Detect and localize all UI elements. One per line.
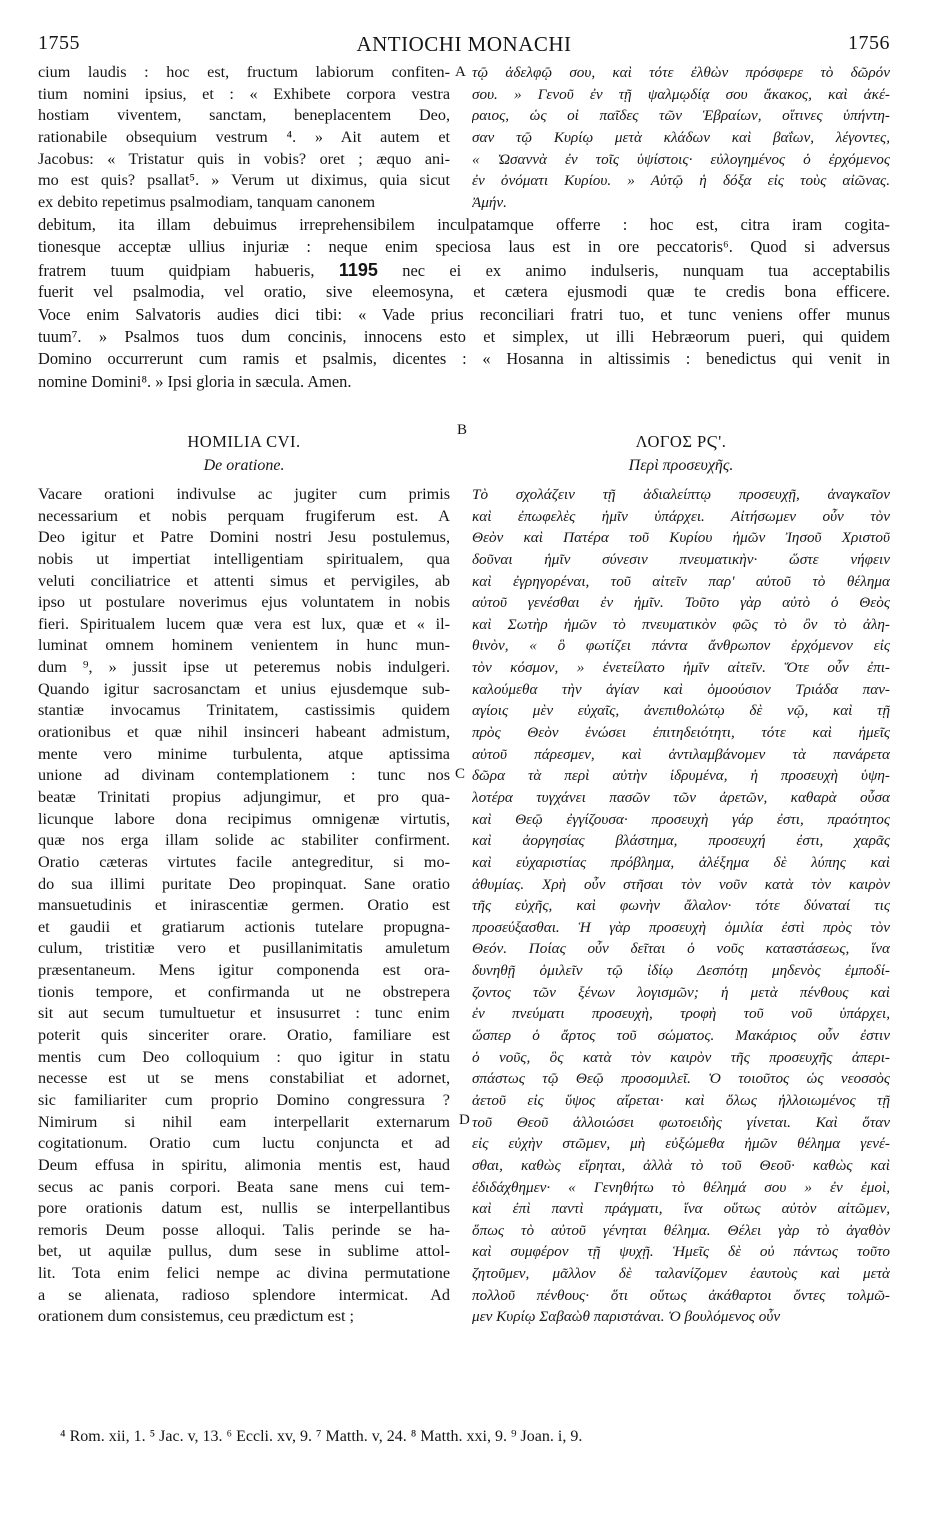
margin-letter-b: B [457,422,468,438]
text-line: σπάστως τῷ Θεῷ προσομιλεῖ. Ὁ τοιοῦτος ὡς νεοσσὸς [472,1070,890,1088]
text-line: quæ nos erga illam solide ac stabiliter confirment. [38,831,450,850]
text-line: Oratio cæteras virtutes facile antegreditur, si mo- [38,852,450,871]
text-line: τῷ ἀδελφῷ σου, καὶ τότε ἐλθὼν πρόσφερε τὸ δῶρόν [472,64,890,81]
text-line: σου. » Γενοῦ ἐν τῇ ψαλμῳδίᾳ σου ἄκακος, καὶ ἀκέ- [472,85,890,103]
text-line: ὁ νοῦς, ὃς κατὰ τὸν καιρὸν τῆς προσευχῆς ἀπερι- [472,1048,890,1066]
homily-title-latin: HOMILIA CVI. [187,432,301,451]
margin-letter-d: D [459,1112,470,1128]
text-line: debitum, ita illam debuimus irreprehensibilem inculpatamque offerre : hoc est, citra iram cogita- [38,215,890,234]
text-line: bet, ut aquilæ pullus, dum sese in sublime attol- [38,1242,450,1261]
text-line: ἐδιδάχθημεν· « Γενηθήτω τὸ θέλημά σου » ἐν ἐμοὶ, [472,1178,890,1196]
text-line: fuerit vel psalmodia, vel oratio, sive eleemosyna, et cætera ejusmodi quæ te credis bona efficere. [38,282,890,302]
text-line: ὅπως τὸ αὐτοῦ γένηται θέλημα. Θέλει γὰρ τὸ ἀγαθὸν [472,1221,890,1239]
text-line: necessarium et nobis perquam frugiferum est. A [38,506,450,525]
text-line: cium laudis : hoc est, fructum labiorum confiten- [38,63,450,81]
margin-letter-a: A [455,64,466,80]
text-line: αὐτοῦ πάρεσμεν, καὶ ἀντιλαμβάνομεν τὰ πανάρετα [472,745,890,763]
text-line: αὐτοῦ γενέσθαι ἐν ἡμῖν. Τοῦτο γὰρ αὐτὸ ὁ Θεὸς [472,594,890,612]
text-line: pore orationis datum est, nullis se interpellantibus [38,1199,450,1218]
text-line: tionis tempore, et confirmanda ut ne obstrepera [38,982,450,1001]
text-line: Domino occurrerunt cum ramis et psalmis, dicentes : « Hosanna in altissimis : benedictus qui venit in [38,349,890,369]
text-line: orationem dum consistemus, ceu prædictum est ; [38,1307,355,1326]
text-line: tium nomini ipsius, et : « Exhibete corpora vestra [38,84,450,103]
text-line: præsentaneum. Mens igitur componenda est ora- [38,961,450,980]
text-line: culum, tristitiæ vero et pusillanimitatis amuletum [38,939,450,958]
text-line: καὶ εὐχαριστίας πρόβλημα, ἀλέξημα δὲ λύπης καὶ [472,853,890,871]
text-line: καὶ ἀοργησίας βλάστημα, προσευχή ἐστι, χαρᾶς [472,832,890,850]
text-line: unione ad divinam contemplationem : tunc nos [38,766,450,785]
text-line: καὶ ἐπὶ παντὶ πράγματι, ἵνα οὕτως αὐτὸν αἰτῶμεν, [472,1200,890,1218]
text-line: poterit quis sinceriter orare. Oratio, familiare est [38,1026,450,1045]
footnotes: ⁴ Rom. xii, 1. ⁵ Jac. v, 13. ⁶ Eccli. xv, 9. ⁷ Matth. v, 24. ⁸ Matth. xxi, 9. ⁹ Joan. i, 9. [60,1428,583,1445]
homily-title-greek: ΛΟΓΟΣ ΡϚ'. [635,432,727,451]
text-line: remoris Deum posse alloqui. Talis perinde se ha- [38,1220,450,1239]
text-line: δυνηθῇ ὁμιλεῖν τῷ ἰδίῳ Δεσπότῃ μηδενὸς ἐμποδί- [472,962,890,980]
page-number-right: 1756 [848,32,890,54]
text-line: ραιος, ὡς οἱ παῖδες τῶν Ἑβραίων, οἵτινες ὑπήντη- [472,107,890,125]
text-line: mansuetudinis et inirascentiæ germen. Oratio est [38,896,450,915]
text-line: ἀετοῦ εἰς ὕψος αἴρεται· καὶ ὅλως ἠλλοιωμένος τῇ [472,1091,890,1109]
text-line: ἐν ὀνόματι Κυρίου. » Αὐτῷ ἡ δόξα εἰς τοὺς αἰῶνας. [472,172,890,190]
greek-heading [472,430,890,478]
text-line: καλούμεθα τὴν ἁγίαν καὶ ὁμοούσιον Τριάδα παν- [472,680,890,698]
text-line: licunque labore dona recipimus omnigenæ virtutis, [38,809,450,828]
text-line: ὥσπερ ὁ ἄρτος τοῦ σώματος. Μακάριος οὖν ἐστιν [472,1027,890,1045]
latin-body-column [38,484,450,1328]
top-latin-column [38,62,450,213]
text-line: προσεύξασθαι. Ἡ γὰρ προσευχὴ ὁμιλία ἐστὶ πρὸς τὸν [472,918,890,936]
text-line: σθαι, καθὼς εἴρηται, ἀλλὰ τὸ τοῦ Θεοῦ· καθὼς καὶ [472,1156,890,1174]
text-line-with-column-number [38,259,890,281]
text-line: stantiæ invocamus Trinitatem, castissimis quidem [38,701,450,720]
text-line: veluti conciliatrice et attenti simus et pervigiles, ab [38,571,450,590]
text-line: Deo igitur et Patre Domini nostri Jesu postulemus, [38,528,450,547]
text-line: ex debito repetimus psalmodiam, tanquam canonem [38,192,376,211]
text-line: λοτέρα τυγχάνει πασῶν τῶν ἀρετῶν, καθαρὰ οὖσα [472,788,890,806]
text-line: δῶρα τὰ περὶ αὐτὴν ἱδρυμένα, ἡ προσευχὴ ὑψη- [472,767,890,785]
text-line: καὶ συμφέρον τῇ ψυχῇ. Ἡμεῖς δὲ οὐ πάντως τοῦτο [472,1243,890,1261]
text-line: αγίοις μὲν εὐχαῖς, ἀνεπιθολώτῳ δὲ νῷ, καὶ τῇ [472,702,890,720]
text-line: tuum⁷. » Psalmos tuos dum concinis, innocens esto et simplex, ut illi Hebræorum pueri, qui quidem [38,326,890,346]
text-line: Τὸ σχολάζειν τῇ ἀδιαλείπτῳ προσευχῇ, ἀναγκαῖον [472,486,890,503]
text-line: dum ⁹, » jussit ipse ut peteremus nobis indulgeri. [38,658,450,677]
text-line: τὸν κόσμον, » ἐνετείλατο ἡμῖν αἰτεῖν. Ὅτε οὖν ἐπι- [472,659,890,677]
text-line: hostiam viventem, sanctam, beneplacentem Deo, [38,106,450,125]
text-line: ζοντος τῶν ξένων λογισμῶν; ἡ μετὰ πένθους καὶ [472,983,890,1001]
text-line: Nimirum si nihil eam interpellarit externarum [38,1112,450,1131]
text-line: Θεόν. Ποίας οὖν δεῖται ὁ νοῦς καταστάσεως, ἵνα [472,940,890,958]
text-line: do sua illimi puritate Deo propinquat. Sane oratio [38,874,450,893]
text-line: δοῦναι ἡμῖν σύνεσιν πνευματικὴν· ὥστε νήφειν [472,550,890,568]
text-line: θινὸν, « ὃ φωτίζει πάντα ἄνθρωπον ἐρχόμενον εἰς [472,637,890,655]
text-line: nobis ut impertiat intelligentiam spiritualem, qua [38,549,450,568]
text-line: καὶ ἐπωφελὲς ἡμῖν ὑπάρχει. Αἰτήσωμεν οὖν τὸν [472,507,890,525]
text-line: « Ὡσαννὰ ἐν τοῖς ὑψίστοις· εὐλογημένος ὁ ἐρχόμενος [472,150,890,168]
text-line: Deum effusa in spiritu, alimonia mentis est, haud [38,1155,450,1174]
text-line: fieri. Spiritualem lucem quæ vera est lux, quæ et « il- [38,614,450,633]
text-line: πρὸς Θεὸν ἑνώσει ἐπιτηδειότητι, τότε καὶ ἡμεῖς [472,724,890,742]
text-line: et gaudii et gratiarum actionis tutelare propugna- [38,917,450,936]
margin-letter-c: C [455,766,466,782]
text-line: mo est quis? psallat⁵. » Verum ut diximus, quia sicut [38,171,450,190]
text-line: τῆς εὐχῆς, καὶ φωνὴν ἄλαλον· τότε δύναταί τις [472,897,890,915]
text-line: Ἀμήν. [472,193,507,211]
text-line: μεν Κυρίῳ Σαβαὼθ παριστάναι. Ὁ βουλόμενος οὖν [472,1308,781,1326]
top-greek-column [472,62,890,213]
text-line: Vacare orationi indivulse ac jugiter cum primis [38,485,450,503]
text-line: nomine Domini⁸. » Ipsi gloria in sæcula. Amen. [38,371,352,391]
running-title: ANTIOCHI MONACHI [356,32,572,56]
text-line: ζητοῦμεν, μᾶλλον δὲ ταλανίζομεν ἑαυτοὺς καὶ μετὰ [472,1265,890,1283]
running-header [38,32,890,58]
text-line: εἰς εὐχὴν στῶμεν, μὴ εὐξώμεθα ἡμῶν θέλημα γενέ- [472,1135,890,1153]
text-line: rationabile obsequium vestrum ⁴. » Ait autem et [38,127,450,146]
text-line: τοῦ Θεοῦ ἀλλοιώσει φωτοειδὴς γίνεται. Καὶ ὅταν [472,1113,890,1131]
homily-subtitle-latin: De oratione. [203,457,285,474]
text-line: καὶ ἐγρηγορέναι, τοῦ αἰτεῖν παρ' αὐτοῦ τὸ θέλημα [472,572,890,590]
text-segment: nec ei ex animo indulseris, nunquam tua acceptabilis [402,260,890,280]
text-line: sic familiariter cum proprio Domino congressura ? [38,1090,450,1109]
text-line: sit aut secum tumultuetur et insusurret : tunc enim [38,1004,450,1023]
text-line: mente vero minime turbulenta, atque aptissima [38,744,450,763]
text-line: a se alienata, radioso splendore intermicat. Ad [38,1285,450,1304]
text-line: ἐν πνεύματι προσευχὴ, τροφὴ τοῦ νοῦ ὑπάρχει, [472,1005,890,1023]
text-segment: fratrem tuum quidpiam habueris, [38,260,315,280]
text-line: necesse est ut se mens constabiliat et adornet, [38,1069,450,1088]
text-line: Voce enim Salvatoris audies dici tibi: « Vade prius reconciliari fratri tuo, et tunc veniens offer munus [38,304,890,324]
text-line: secus ac panis corpori. Beata sane mens cui tem- [38,1177,450,1196]
latin-heading [38,430,450,478]
page-number-left: 1755 [38,32,80,54]
text-line: Quando igitur sacrosanctam et unius ejusdemque sub- [38,679,450,698]
text-line: ipso ut postulare noverimus ejus voluntatem in nobis [38,593,450,612]
text-line: πολλοῦ πένθους· ὅτι οὕτως ἀκάθαρτοι ὄντες τολμῶ- [472,1286,890,1304]
text-line: καὶ Σωτὴρ ἡμῶν τὸ πνευματικὸν φῶς τὸ ὂν τὸ ἀλη- [472,615,890,633]
text-line: orationibus et quæ nihil insinceri habeant admistum, [38,723,450,742]
text-line: luminat omnem hominem venientem in hunc mun- [38,636,450,655]
text-line: lit. Tota enim felici nempe ac divina permutatione [38,1264,450,1283]
text-line: tionesque acceptæ ullius injuriæ : neque enim speciosa laus est in ore peccatoris⁶. Quod si adversus [38,237,890,257]
text-line: Jacobus: « Tristatur quis in vobis? oret ; æquo ani- [38,149,450,168]
greek-body-column [472,484,890,1328]
text-line: Θεὸν καὶ Πατέρα τοῦ Κυρίου ἡμῶν Ἰησοῦ Χριστοῦ [472,529,890,547]
column-number: 1195 [338,259,378,280]
text-line: καὶ Θεῷ ἐγγίζουσα· προσευχὴ γάρ ἐστι, πραότητος [472,810,890,828]
full-width-paragraph [38,214,890,393]
text-line: σαν τῷ Κυρίῳ μετὰ κλάδων καὶ βαΐων, λέγοντες, [472,128,890,146]
homily-subtitle-greek: Περὶ προσευχῆς. [628,457,734,474]
text-line: mentis cum Deo colloquium : quo igitur in statu [38,1047,450,1066]
text-line: ἀθυμίας. Χρὴ οὖν στῆσαι τὸν νοῦν κατὰ τὸν καιρὸν [472,875,890,893]
text-line: beatæ Trinitati propius adjungimur, et pro qua- [38,787,450,806]
text-line: cogitationum. Oratio cum luctu conjuncta et ad [38,1134,450,1153]
